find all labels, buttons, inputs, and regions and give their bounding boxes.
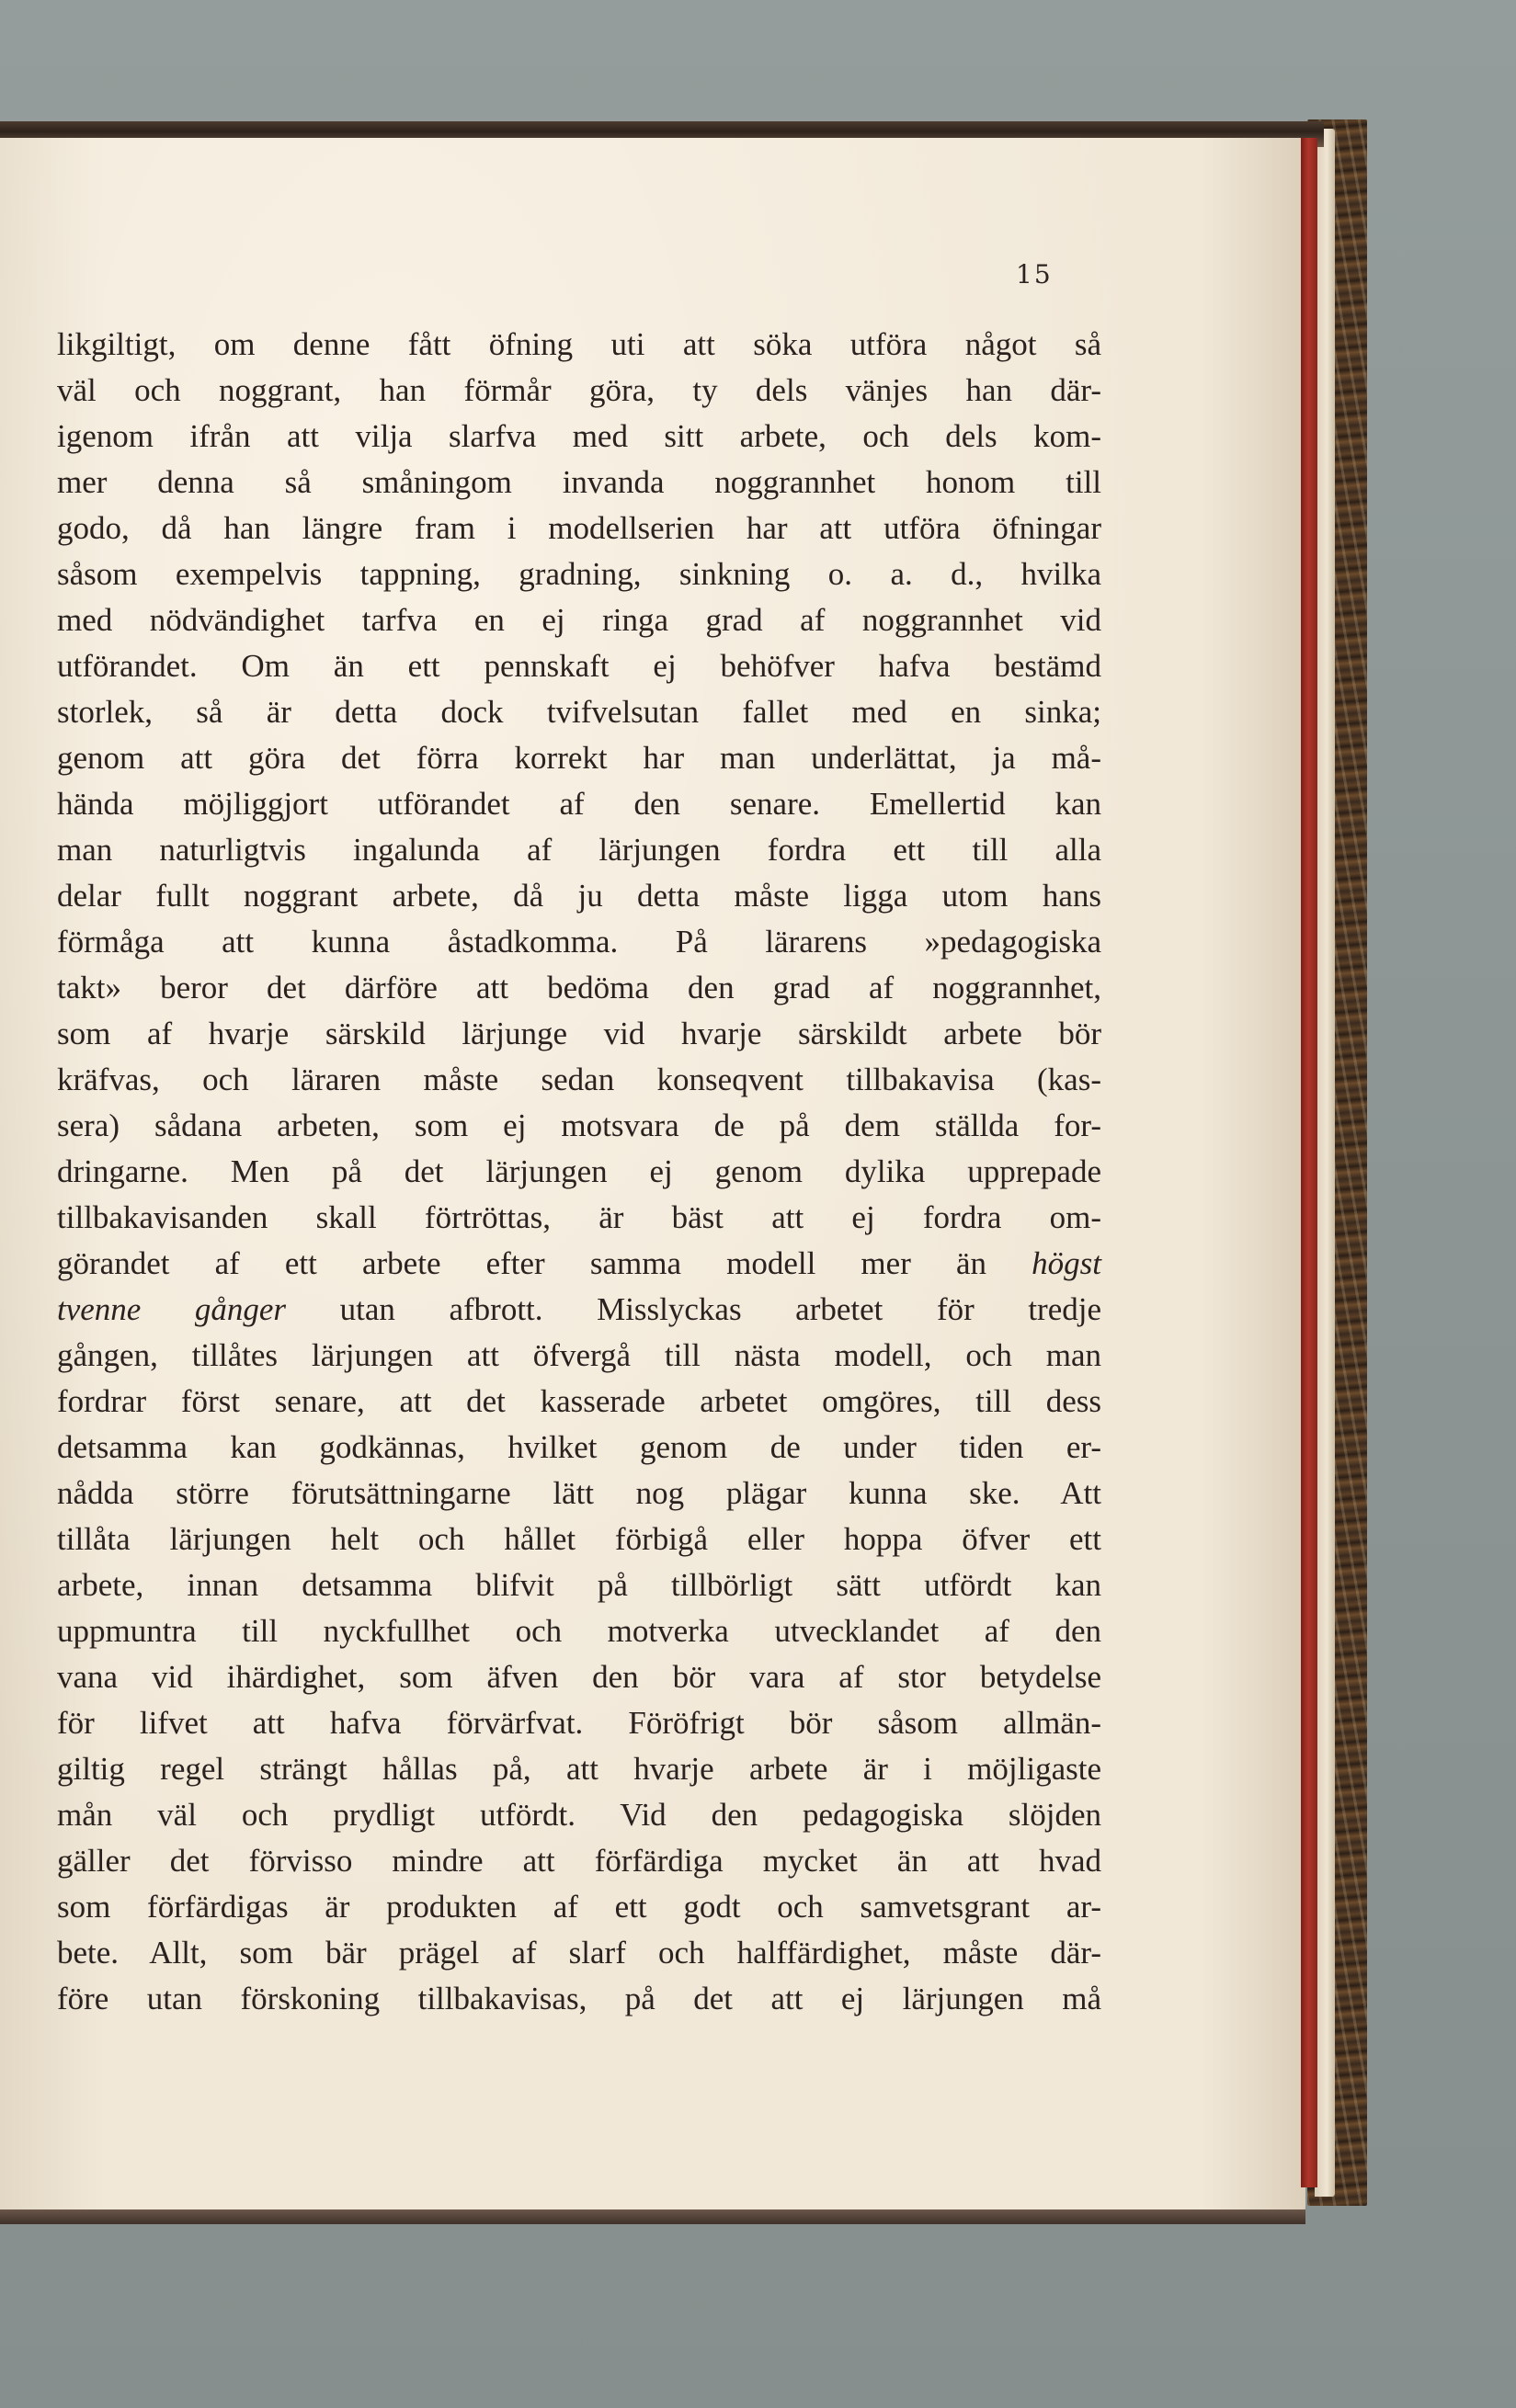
italic-emphasis: tvenne gånger [57,1291,287,1327]
text-line: som förfärdigas är produkten af ett godt och samvetsgrant ar- [57,1889,1101,1925]
text-line: nådda större förutsättningarne lätt nog plägar kunna ske. Att [57,1475,1101,1511]
text-line: dringarne. Men på det lärjungen ej genom dylika upprepade [57,1153,1101,1189]
text-line: utförandet. Om än ett pennskaft ej behöfver hafva bestämd [57,648,1101,684]
text-line: såsom exempelvis tappning, gradning, sinkning o. a. d., hvilka [57,556,1101,592]
line-segment: görandet af ett arbete efter samma modell mer än [57,1245,1032,1281]
text-line: giltig regel strängt hållas på, att hvarje arbete är i möjligaste [57,1751,1101,1787]
text-line: tillåta lärjungen helt och hållet förbigå eller hoppa öfver ett [57,1521,1101,1557]
text-line: tillbakavisanden skall förtröttas, är bäst att ej fordra om- [57,1199,1101,1235]
text-line: med nödvändighet tarfva en ej ringa grad af noggrannhet vid [57,602,1101,638]
page-bottom-edge [0,2209,1305,2224]
text-line: förmåga att kunna åstadkomma. På lärarens »pedagogiska [57,924,1101,960]
text-line: uppmuntra till nyckfullhet och motverka utvecklandet af den [57,1613,1101,1649]
text-line [57,1241,1101,1287]
text-line: vana vid ihärdighet, som äfven den bör vara af stor betydelse [57,1659,1101,1695]
text-line: man naturligtvis ingalunda af lärjungen fordra ett till alla [57,832,1101,868]
page-text [57,322,1101,2022]
text-line: före utan förskoning tillbakavisas, på det att ej lärjungen må [57,1981,1101,2016]
page-stack-edge [1315,129,1335,2197]
page-number: 15 [1016,259,1053,290]
text-line: som af hvarje särskild lärjunge vid hvarje särskildt arbete bör [57,1016,1101,1051]
text-line: bete. Allt, som bär prägel af slarf och halffärdighet, måste där- [57,1935,1101,1971]
line-segment: utan afbrott. Misslyckas arbetet för tredje [286,1291,1101,1327]
red-page-edge [1301,138,1317,2187]
text-line: mån väl och prydligt utfördt. Vid den pedagogiska slöjden [57,1797,1101,1833]
text-line: för lifvet att hafva förvärfvat. Föröfrigt bör såsom allmän- [57,1705,1101,1741]
text-line: likgiltigt, om denne fått öfning uti att söka utföra något så [57,326,1101,362]
text-line: arbete, innan detsamma blifvit på tillbörligt sätt utfördt kan [57,1567,1101,1603]
text-line: kräfvas, och läraren måste sedan konseqvent tillbakavisa (kas- [57,1062,1101,1097]
text-line: gäller det förvisso mindre att förfärdiga mycket än att hvad [57,1843,1101,1879]
text-line: storlek, så är detta dock tvifvelsutan fallet med en sinka; [57,694,1101,730]
text-line [57,1287,1101,1333]
text-line: igenom ifrån att vilja slarfva med sitt arbete, och dels kom- [57,418,1101,454]
text-line: gången, tillåtes lärjungen att öfvergå till nästa modell, och man [57,1337,1101,1373]
text-line: delar fullt noggrant arbete, då ju detta måste ligga utom hans [57,878,1101,914]
text-line: hända möjliggjort utförandet af den senare. Emellertid kan [57,786,1101,822]
text-line: mer denna så småningom invanda noggrannhet honom till [57,464,1101,500]
text-line: väl och noggrant, han förmår göra, ty dels vänjes han där- [57,372,1101,408]
text-line: genom att göra det förra korrekt har man underlättat, ja må- [57,740,1101,776]
text-line: detsamma kan godkännas, hvilket genom de under tiden er- [57,1429,1101,1465]
italic-emphasis: högst [1032,1245,1101,1281]
text-line: godo, då han längre fram i modellserien har att utföra öfningar [57,510,1101,546]
text-line: takt» beror det därföre att bedöma den grad af noggrannhet, [57,970,1101,1005]
text-line: sera) sådana arbeten, som ej motsvara de på dem ställda for- [57,1107,1101,1143]
text-line: fordrar först senare, att det kasserade arbetet omgöres, till dess [57,1383,1101,1419]
